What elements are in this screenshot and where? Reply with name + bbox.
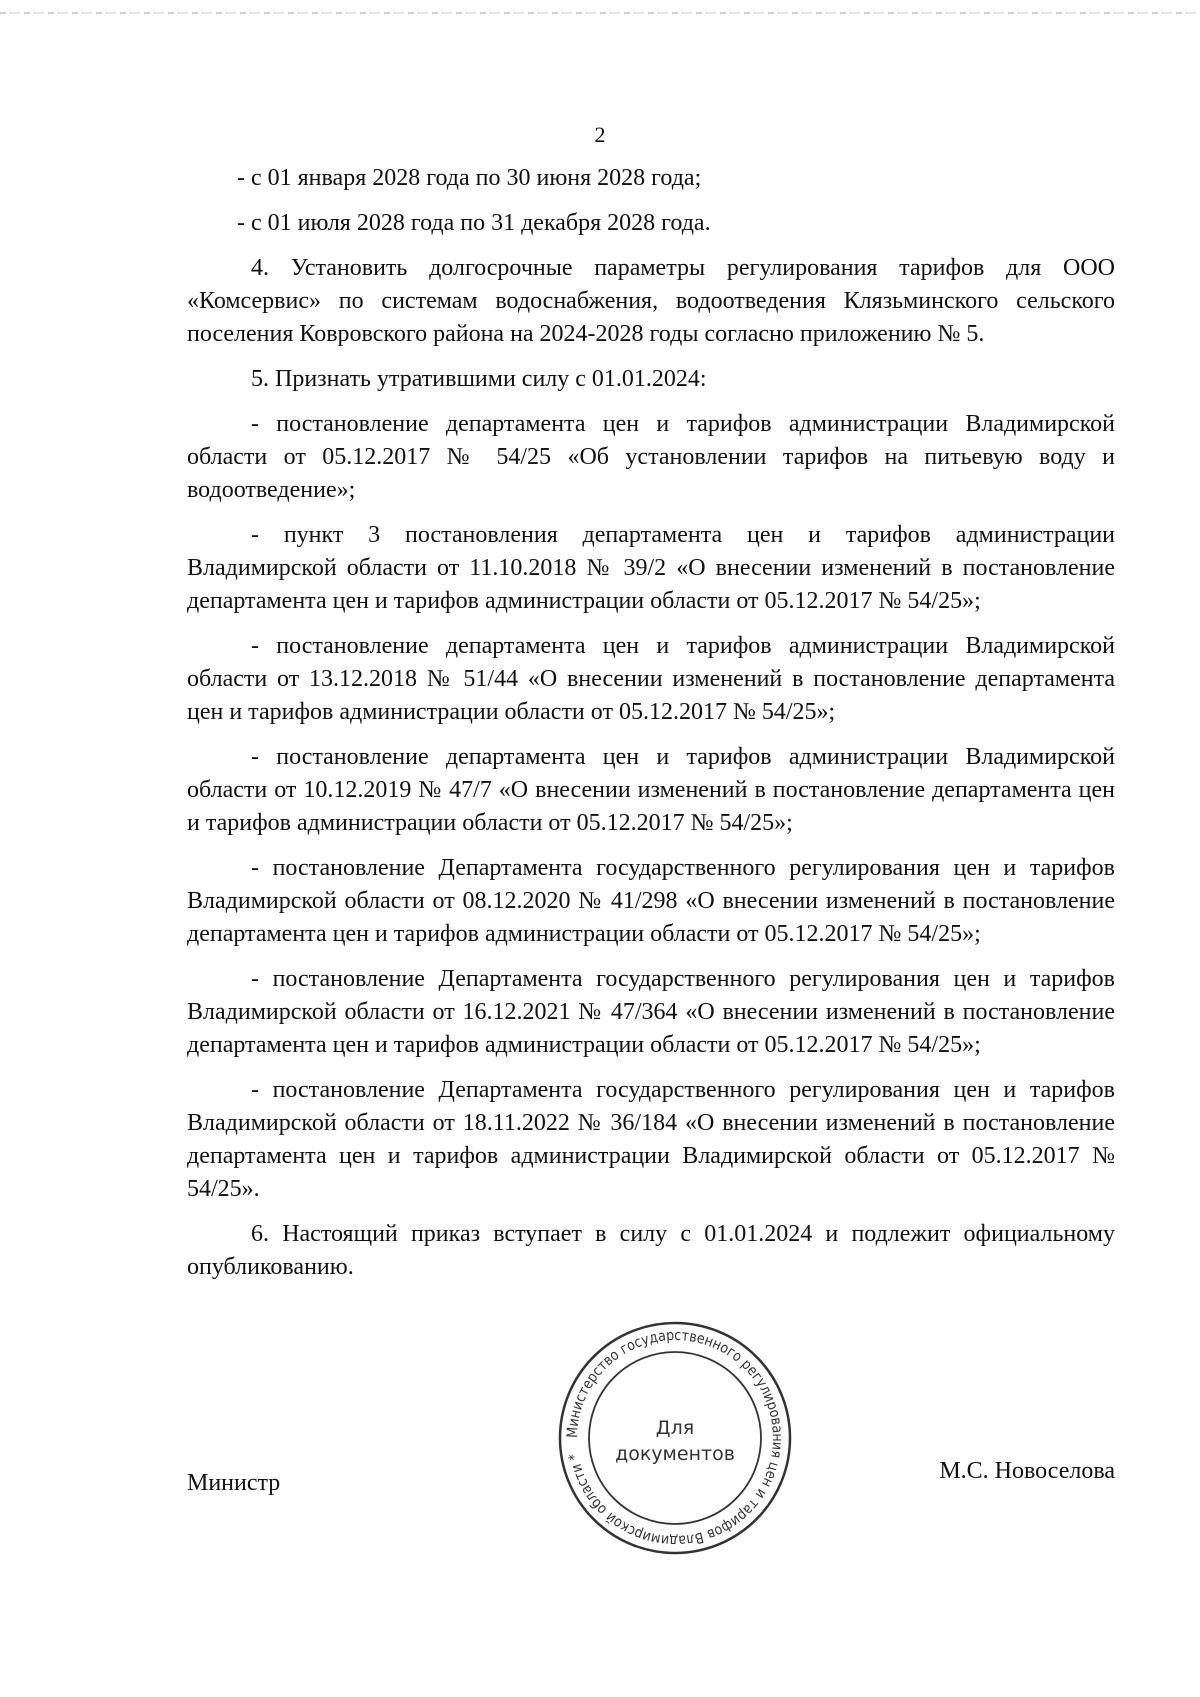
stamp-ring-text: Министерство государственного регулирования цен и тарифов Владимирской области * xyxy=(564,1327,786,1549)
signatory-title: Министр xyxy=(187,1470,281,1496)
page-number: 2 xyxy=(594,122,606,147)
stamp-center-line-2: документов xyxy=(615,1443,735,1465)
paragraph-item-6: 6. Настоящий приказ вступает в силу с 01.01.2024 и подлежит официальному опубликованию. xyxy=(187,1221,1115,1280)
stamp-center-line-1: Для xyxy=(655,1417,695,1439)
official-seal-stamp xyxy=(555,1318,795,1558)
repealed-act-4: - постановление департамента цен и тарифов администрации Владимирской области от 10.12.2019 № 47/7 «О внесении изменений в постановление департамента цен и тарифов администрации области от 05.12.2017 № 54/25»; xyxy=(187,744,1115,836)
repealed-act-7: - постановление Департамента государственного регулирования цен и тарифов Владимирской области от 18.11.2022 № 36/184 «О внесении изменений в постановление департамента цен и тарифов администрации Владимирской области от 05.12.2017 № 54/25». xyxy=(187,1077,1115,1202)
scan-artifact-line xyxy=(0,12,1200,14)
paragraph-period-2: - с 01 июля 2028 года по 31 декабря 2028 года. xyxy=(237,210,711,236)
paragraph-item-4: 4. Установить долгосрочные параметры регулирования тарифов для ООО «Комсервис» по системам водоснабжения, водоотведения Клязьминского сельского поселения Ковровского района на 2024-2028 годы согласно приложению № 5. xyxy=(187,255,1115,347)
repealed-act-5: - постановление Департамента государственного регулирования цен и тарифов Владимирской области от 08.12.2020 № 41/298 «О внесении изменений в постановление департамента цен и тарифов администрации области от 05.12.2017 № 54/25»; xyxy=(187,855,1115,947)
document-body xyxy=(187,162,1115,1296)
paragraph-period-1: - с 01 января 2028 года по 30 июня 2028 года; xyxy=(237,165,702,191)
repealed-act-2: - пункт 3 постановления департамента цен и тарифов администрации Владимирской области от 11.10.2018 № 39/2 «О внесении изменений в постановление департамента цен и тарифов администрации области от 05.12.2017 № 54/25»; xyxy=(187,522,1115,614)
signatory-name: М.С. Новоселова xyxy=(939,1458,1115,1484)
repealed-act-3: - постановление департамента цен и тарифов администрации Владимирской области от 13.12.2018 № 51/44 «О внесении изменений в постановление департамента цен и тарифов администрации области от 05.12.2017 № 54/25»; xyxy=(187,633,1115,725)
repealed-act-6: - постановление Департамента государственного регулирования цен и тарифов Владимирской области от 16.12.2021 № 47/364 «О внесении изменений в постановление департамента цен и тарифов администрации области от 05.12.2017 № 54/25»; xyxy=(187,966,1115,1058)
repealed-act-1: - постановление департамента цен и тарифов администрации Владимирской области от 05.12.2017 № 54/25 «Об установлении тарифов на питьевую воду и водоотведение»; xyxy=(187,411,1115,503)
paragraph-item-5: 5. Признать утратившими силу с 01.01.2024: xyxy=(251,366,707,392)
